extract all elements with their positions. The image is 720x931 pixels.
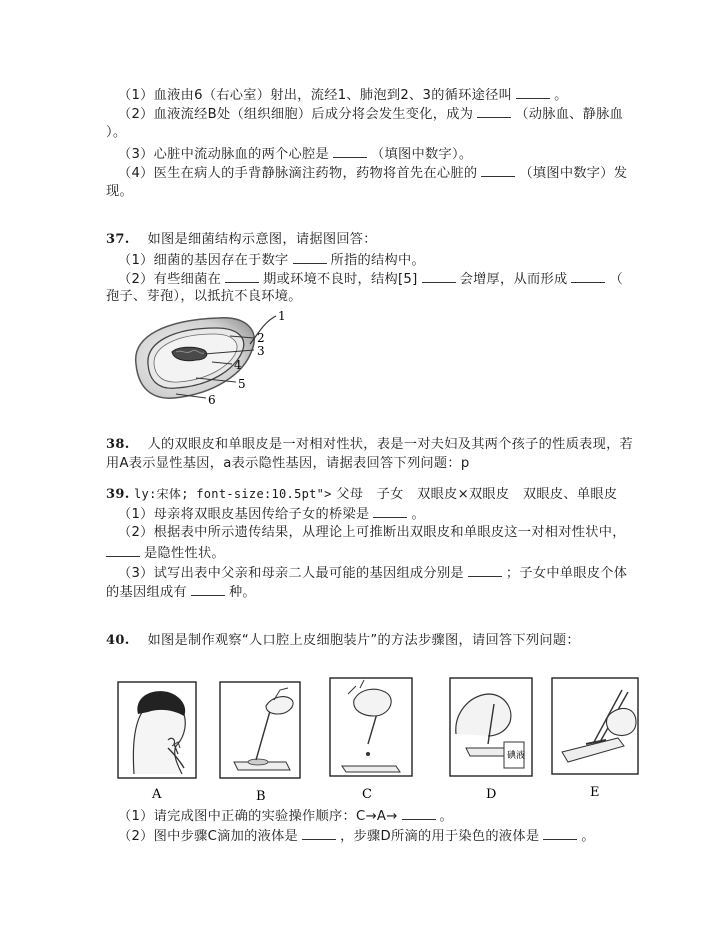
q37-sub2-text-a: （2）有些细菌在 [118, 272, 222, 287]
q39-sub3-cont-text-b: 种。 [228, 585, 256, 600]
q39-sub3-cont [106, 581, 256, 603]
answer-blank[interactable] [225, 268, 259, 283]
figure-label-4: 4 [234, 358, 242, 372]
q37-sub2-cont: 孢子、芽孢），以抵抗不良环境。 [106, 289, 302, 304]
q39-garbled-markup: ly:宋体; font-size:10.5pt"> [134, 487, 332, 501]
question-number: 39. [106, 487, 130, 502]
q39-sub3-cont-text-a: 的基因组成有 [106, 585, 187, 600]
step-label-a: A [152, 787, 162, 802]
q37-sub2-text-b: 期或环境不良时，结构[5] [263, 272, 418, 287]
answer-blank[interactable] [191, 581, 225, 596]
q39-sub2-cont-text: 是隐性性状。 [144, 546, 225, 561]
bacteria-structure-figure [126, 306, 298, 408]
q37-stem [106, 230, 377, 250]
q39-sub2-cont [106, 542, 225, 564]
q36-sub1-end: 。 [554, 88, 568, 103]
answer-blank[interactable] [373, 503, 407, 518]
figure-label-2: 2 [257, 331, 265, 345]
q39-line1 [106, 484, 617, 505]
q36-sub2 [118, 103, 623, 125]
step-c-panel [330, 678, 412, 776]
answer-blank[interactable] [481, 162, 515, 177]
q37-sub2-text-c: 会增厚，从而形成 [459, 272, 568, 287]
question-number: 40. [106, 633, 130, 648]
q38-text-1: 人的双眼皮和单眼皮是一对相对性状，表是一对夫妇及其两个孩子的性质表现，若 [147, 437, 634, 452]
answer-blank[interactable] [571, 268, 605, 283]
q39-table-text: 父母 子女 双眼皮×双眼皮 双眼皮、单眼皮 [336, 487, 618, 502]
answer-blank[interactable] [477, 103, 511, 118]
q36-sub1-text: （1）血液由6（右心室）射出，流经1、肺泡到2、3的循环途径叫 [118, 88, 513, 103]
answer-blank[interactable] [106, 542, 140, 557]
q36-sub4-cont: 现。 [106, 184, 133, 199]
answer-blank[interactable] [402, 805, 436, 820]
figure-label-3: 3 [257, 344, 265, 358]
cheek-cell-procedure-figure [116, 674, 640, 804]
q36-sub3-text: （3）心脏中流动脉血的两个心腔是 [118, 147, 330, 162]
step-d-panel [450, 678, 532, 776]
q39-sub1 [118, 503, 425, 525]
figure-label-1: 1 [278, 309, 286, 323]
q39-sub1-end: 。 [411, 507, 425, 522]
q37-stem-text: 如图是细菌结构示意图，请据图回答： [147, 232, 377, 247]
answer-blank[interactable] [543, 825, 577, 840]
q40-stem-text: 如图是制作观察“人口腔上皮细胞装片”的方法步骤图，请回答下列问题： [147, 633, 580, 648]
answer-blank[interactable] [468, 562, 502, 577]
q40-sub1 [118, 805, 453, 827]
q37-sub1-end: 所指的结构中。 [330, 253, 425, 268]
step-label-d: D [486, 787, 497, 802]
answer-blank[interactable] [302, 825, 336, 840]
q40-sub2-end: 。 [581, 829, 595, 844]
q37-sub2-text-d: （ [609, 272, 623, 287]
step-e-panel [552, 678, 638, 774]
q36-sub3-end: （填图中数字）。 [371, 147, 473, 162]
step-b-panel [220, 682, 300, 778]
q36-sub2-text: （2）血液流经B处（组织细胞）后成分将会发生变化，成为 [118, 107, 474, 122]
q37-sub1-text: （1）细菌的基因存在于数字 [118, 253, 289, 268]
answer-blank[interactable] [422, 268, 456, 283]
question-number: 38. [106, 437, 130, 452]
q36-sub4 [118, 162, 627, 184]
answer-blank[interactable] [333, 143, 367, 158]
svg-text:碘液: 碘液 [507, 751, 526, 761]
step-a-panel [118, 682, 196, 778]
q40-stem [106, 631, 580, 651]
step-label-e: E [590, 785, 600, 800]
q39-sub3-text: （3）试写出表中父亲和母亲二人最可能的基因组成分别是 [118, 566, 464, 581]
question-number: 37. [106, 232, 130, 247]
q40-sub1-text: （1）请完成图中正确的实验操作顺序：C→A→ [118, 809, 398, 824]
q36-sub2-cont: ）。 [106, 125, 127, 140]
q40-sub2-text-a: （2）图中步骤C滴加的液体是 [118, 829, 299, 844]
nuclear-region-shape [172, 347, 207, 361]
q38-line2: 用A表示显性基因，a表示隐性基因，请据表回答下列问题：p [106, 456, 470, 471]
step-label-c: C [362, 787, 372, 802]
figure-label-5: 5 [238, 377, 246, 391]
q36-sub2-end: （动脉血、静脉血 [515, 107, 624, 122]
q36-sub4-end: （填图中数字）发 [519, 166, 628, 181]
q39-sub1-text: （1）母亲将双眼皮基因传给子女的桥梁是 [118, 507, 370, 522]
answer-blank[interactable] [516, 84, 550, 99]
q38-line1 [106, 435, 633, 455]
q40-sub2 [118, 825, 595, 847]
q36-sub4-text: （4）医生在病人的手背静脉滴注药物，药物将首先在心脏的 [118, 166, 478, 181]
q39-sub2: （2）根据表中所示遗传结果，从理论上可推断出双眼皮和单眼皮这一对相对性状中， [118, 525, 626, 540]
answer-blank[interactable] [293, 249, 327, 264]
q40-sub2-text-b: ，步骤D所滴的用于染色的液体是 [340, 829, 540, 844]
step-label-b: B [256, 789, 266, 804]
q39-sub3-end: ；子女中单眼皮个体 [505, 566, 628, 581]
q40-sub1-end: 。 [439, 809, 454, 824]
figure-label-6: 6 [208, 393, 216, 407]
